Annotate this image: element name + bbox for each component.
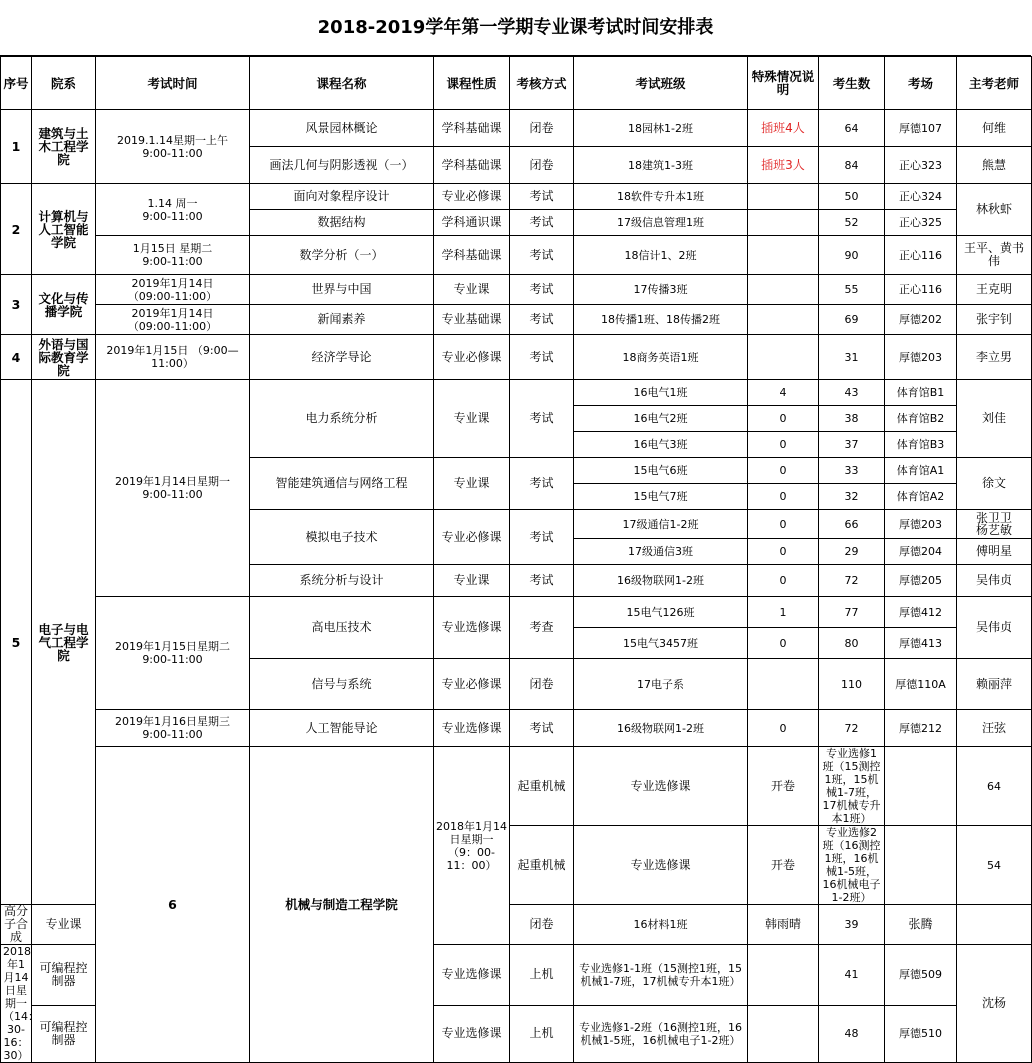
course-nature: 专业必修课: [434, 184, 510, 210]
exam-class: 专业选修2班（16测控1班，16机械1-5班，16机械电子1-2班）: [819, 826, 885, 905]
table-row: [1, 380, 1032, 406]
header-row: [1, 57, 1032, 110]
student-count: 39: [819, 905, 885, 945]
special-note: 0: [748, 458, 819, 484]
special-note: [748, 1005, 819, 1062]
section-number: 5: [1, 380, 32, 905]
exam-time: 2019年1月14日 （09:00-11:00）: [96, 275, 250, 305]
student-count: 38: [819, 406, 885, 432]
exam-time: 2019年1月14日星期一 9:00-11:00: [96, 380, 250, 597]
course-name: 新闻素养: [250, 305, 434, 335]
exam-method: 闭卷: [510, 147, 574, 184]
course-nature: 专业课: [434, 380, 510, 458]
exam-method: 开卷: [748, 747, 819, 826]
course-name: 电力系统分析: [250, 380, 434, 458]
exam-class: 18建筑1-3班: [574, 147, 748, 184]
course-nature: 专业选修课: [434, 945, 510, 1006]
examiner: 汪弦: [957, 710, 1032, 747]
examiner: 傅明星: [957, 539, 1032, 565]
exam-method: 考试: [510, 305, 574, 335]
special-note: [748, 275, 819, 305]
examiner: 吴伟贞: [957, 597, 1032, 659]
special-note: [885, 747, 957, 826]
special-note: 0: [748, 628, 819, 659]
exam-room: 厚德110A: [885, 659, 957, 710]
table-row: [1, 747, 1032, 826]
page-title: 2018-2019学年第一学期专业课考试时间安排表: [0, 0, 1031, 56]
exam-time: 2019年1月16日星期三 9:00-11:00: [96, 710, 250, 747]
department: 电子与电气工程学院: [32, 380, 96, 905]
exam-method: 考试: [510, 210, 574, 236]
course-name: 世界与中国: [250, 275, 434, 305]
special-note: [748, 210, 819, 236]
table-row: [1, 110, 1032, 147]
exam-method: 考查: [510, 597, 574, 659]
special-note: 0: [748, 710, 819, 747]
header-cell: 主考老师: [957, 57, 1032, 110]
special-note: [748, 945, 819, 1006]
department: 计算机与人工智能学院: [32, 184, 96, 275]
course-name: 人工智能导论: [250, 710, 434, 747]
section-number: 1: [1, 110, 32, 184]
student-count: 43: [819, 380, 885, 406]
course-nature: 学科基础课: [434, 236, 510, 275]
exam-class: 17级信息管理1班: [574, 210, 748, 236]
header-cell: 特殊情况说明: [748, 57, 819, 110]
exam-room: 厚德212: [885, 710, 957, 747]
course-nature: 专业课: [434, 565, 510, 597]
course-name: 风景园林概论: [250, 110, 434, 147]
course-nature: 专业课: [434, 275, 510, 305]
examiner: 沈杨: [957, 945, 1032, 1063]
exam-class: 18园林1-2班: [574, 110, 748, 147]
student-count: 48: [819, 1005, 885, 1062]
exam-method: 考试: [510, 380, 574, 458]
student-count: 77: [819, 597, 885, 628]
special-note: 0: [748, 484, 819, 510]
exam-class: 15电气3457班: [574, 628, 748, 659]
special-note: [748, 335, 819, 380]
exam-class: 专业选修1-2班（16测控1班，16机械1-5班，16机械电子1-2班）: [574, 1005, 748, 1062]
course-name: 数学分析（一）: [250, 236, 434, 275]
exam-time: 2018年1月14日星期一 （9：00-11：00）: [434, 747, 510, 945]
exam-method: 考试: [510, 710, 574, 747]
header-cell: 序号: [1, 57, 32, 110]
exam-room: 体育馆B3: [885, 432, 957, 458]
examiner: 何维: [957, 110, 1032, 147]
department: 文化与传播学院: [32, 275, 96, 335]
exam-class: 18传播1班、18传播2班: [574, 305, 748, 335]
course-nature: 专业选修课: [574, 826, 748, 905]
exam-class: 17传播3班: [574, 275, 748, 305]
exam-room: 厚德510: [885, 1005, 957, 1062]
section-number: 2: [1, 184, 32, 275]
exam-class: 16级物联网1-2班: [574, 565, 748, 597]
exam-class: 18软件专升本1班: [574, 184, 748, 210]
exam-room: 厚德413: [885, 628, 957, 659]
exam-time: 2019年1月14日 （09:00-11:00）: [96, 305, 250, 335]
exam-time: 1.14 周一 9:00-11:00: [96, 184, 250, 236]
special-note: 插班3人: [748, 147, 819, 184]
course-name: 经济学导论: [250, 335, 434, 380]
exam-room: 体育馆A2: [885, 484, 957, 510]
table-row: [1, 597, 1032, 628]
exam-method: 上机: [510, 1005, 574, 1062]
exam-time: 1月15日 星期二 9:00-11:00: [96, 236, 250, 275]
student-count: 31: [819, 335, 885, 380]
special-note: 插班4人: [748, 110, 819, 147]
examiner: 王克明: [957, 275, 1032, 305]
exam-room: 厚德203: [885, 335, 957, 380]
exam-room: 厚德107: [885, 110, 957, 147]
exam-room: 正心323: [885, 147, 957, 184]
student-count: 72: [819, 710, 885, 747]
header-cell: 院系: [32, 57, 96, 110]
exam-class: 18信计1、2班: [574, 236, 748, 275]
exam-class: 16电气2班: [574, 406, 748, 432]
exam-room: 体育馆A1: [885, 458, 957, 484]
exam-class: 17电子系: [574, 659, 748, 710]
course-nature: 专业课: [32, 905, 96, 945]
special-note: [748, 236, 819, 275]
exam-method: 闭卷: [510, 659, 574, 710]
header-cell: 课程名称: [250, 57, 434, 110]
student-count: 55: [819, 275, 885, 305]
exam-room: 厚德412: [885, 597, 957, 628]
exam-method: 考试: [510, 510, 574, 565]
department: 外语与国际教育学院: [32, 335, 96, 380]
course-name: 智能建筑通信与网络工程: [250, 458, 434, 510]
exam-time: 2019.1.14星期一上午 9:00-11:00: [96, 110, 250, 184]
exam-class: 16电气1班: [574, 380, 748, 406]
exam-class: 18商务英语1班: [574, 335, 748, 380]
table-row: [1, 275, 1032, 305]
examiner: 李立男: [957, 335, 1032, 380]
exam-room: 厚德205: [885, 565, 957, 597]
exam-method: 闭卷: [510, 905, 574, 945]
course-name: 面向对象程序设计: [250, 184, 434, 210]
header-cell: 考场: [885, 57, 957, 110]
student-count: 66: [819, 510, 885, 539]
exam-method: 考试: [510, 565, 574, 597]
special-note: 4: [748, 380, 819, 406]
course-nature: 专业选修课: [434, 710, 510, 747]
special-note: [748, 659, 819, 710]
exam-time: 2018年1月14日星期一 （14：30-16：30）: [1, 945, 32, 1063]
exam-class: 15电气6班: [574, 458, 748, 484]
special-note: 0: [748, 432, 819, 458]
student-count: 37: [819, 432, 885, 458]
student-count: 41: [819, 945, 885, 1006]
student-count: 29: [819, 539, 885, 565]
course-name: 起重机械: [510, 826, 574, 905]
exam-method: 考试: [510, 275, 574, 305]
course-nature: 专业选修课: [574, 747, 748, 826]
exam-room: 厚德202: [885, 305, 957, 335]
header-cell: 考试班级: [574, 57, 748, 110]
student-count: 110: [819, 659, 885, 710]
exam-room: 厚德509: [885, 945, 957, 1006]
examiner: 吴伟贞: [957, 565, 1032, 597]
student-count: 33: [819, 458, 885, 484]
exam-room: 正心116: [885, 236, 957, 275]
student-count: 64: [957, 747, 1032, 826]
examiner: 王平、黄书伟: [957, 236, 1032, 275]
exam-class: 17级通信3班: [574, 539, 748, 565]
header-cell: 考核方式: [510, 57, 574, 110]
section-number: 3: [1, 275, 32, 335]
course-nature: 专业基础课: [434, 305, 510, 335]
course-nature: 学科基础课: [434, 147, 510, 184]
course-nature: 专业选修课: [434, 1005, 510, 1062]
special-note: 0: [748, 406, 819, 432]
course-name: 模拟电子技术: [250, 510, 434, 565]
exam-method: 考试: [510, 458, 574, 510]
course-nature: 专业必修课: [434, 659, 510, 710]
exam-class: 17级通信1-2班: [574, 510, 748, 539]
student-count: 72: [819, 565, 885, 597]
exam-class: 15电气7班: [574, 484, 748, 510]
examiner: 张腾: [885, 905, 957, 945]
examiner: 赖丽萍: [957, 659, 1032, 710]
exam-method: 考试: [510, 236, 574, 275]
special-note: 0: [748, 510, 819, 539]
student-count: 90: [819, 236, 885, 275]
table-row: [1, 335, 1032, 380]
student-count: 80: [819, 628, 885, 659]
course-name: 信号与系统: [250, 659, 434, 710]
exam-schedule-table: [0, 56, 1032, 1063]
table-row: [1, 184, 1032, 210]
examiner: 张宇钊: [957, 305, 1032, 335]
course-name: 数据结构: [250, 210, 434, 236]
special-note: [885, 826, 957, 905]
section-number: 6: [96, 747, 250, 1063]
exam-room: 体育馆B1: [885, 380, 957, 406]
special-note: 0: [748, 565, 819, 597]
table-row: [1, 710, 1032, 747]
exam-class: 专业选修1-1班（15测控1班，15机械1-7班，17机械专升本1班）: [574, 945, 748, 1006]
course-name: 系统分析与设计: [250, 565, 434, 597]
course-nature: 专业选修课: [434, 597, 510, 659]
student-count: 50: [819, 184, 885, 210]
special-note: [748, 305, 819, 335]
student-count: 32: [819, 484, 885, 510]
table-row: [1, 236, 1032, 275]
student-count: 52: [819, 210, 885, 236]
exam-method: 开卷: [748, 826, 819, 905]
exam-class: 16电气3班: [574, 432, 748, 458]
exam-time: 2019年1月15日星期二 9:00-11:00: [96, 597, 250, 710]
student-count: 69: [819, 305, 885, 335]
examiner: 刘佳: [957, 380, 1032, 458]
exam-method: 考试: [510, 335, 574, 380]
exam-room: 正心325: [885, 210, 957, 236]
exam-room: 厚德203: [885, 510, 957, 539]
course-nature: 学科基础课: [434, 110, 510, 147]
header-cell: 课程性质: [434, 57, 510, 110]
course-name: 画法几何与阴影透视（一）: [250, 147, 434, 184]
student-count: 64: [819, 110, 885, 147]
exam-class: 16材料1班: [574, 905, 748, 945]
table-row: [1, 305, 1032, 335]
special-note: 1: [748, 597, 819, 628]
department: 机械与制造工程学院: [250, 747, 434, 1063]
exam-method: 上机: [510, 945, 574, 1006]
examiner: 徐文: [957, 458, 1032, 510]
exam-room: 体育馆B2: [885, 406, 957, 432]
examiner: 林秋虾: [957, 184, 1032, 236]
student-count: 84: [819, 147, 885, 184]
special-note: [748, 184, 819, 210]
course-name: 高电压技术: [250, 597, 434, 659]
exam-class: 16级物联网1-2班: [574, 710, 748, 747]
course-name: 可编程控制器: [32, 945, 96, 1006]
course-nature: 专业必修课: [434, 510, 510, 565]
exam-time: 2019年1月15日 （9:00—11:00）: [96, 335, 250, 380]
special-note: 0: [748, 539, 819, 565]
section-number: 4: [1, 335, 32, 380]
student-count: 54: [957, 826, 1032, 905]
header-cell: 考生数: [819, 57, 885, 110]
exam-method: 考试: [510, 184, 574, 210]
course-name: 起重机械: [510, 747, 574, 826]
examiner: 熊慧: [957, 147, 1032, 184]
exam-class: 15电气126班: [574, 597, 748, 628]
department: 建筑与土木工程学院: [32, 110, 96, 184]
exam-class: 专业选修1班（15测控1班，15机械1-7班，17机械专升本1班）: [819, 747, 885, 826]
course-nature: 学科通识课: [434, 210, 510, 236]
examiner: 张卫卫 杨艺敏: [957, 510, 1032, 539]
exam-room: 正心324: [885, 184, 957, 210]
exam-method: 闭卷: [510, 110, 574, 147]
course-nature: 专业课: [434, 458, 510, 510]
course-nature: 专业必修课: [434, 335, 510, 380]
course-name: 高分子合成: [1, 905, 32, 945]
course-name: 可编程控制器: [32, 1005, 96, 1062]
special-note: 韩雨晴: [748, 905, 819, 945]
exam-room: 正心116: [885, 275, 957, 305]
exam-room: 厚德204: [885, 539, 957, 565]
header-cell: 考试时间: [96, 57, 250, 110]
